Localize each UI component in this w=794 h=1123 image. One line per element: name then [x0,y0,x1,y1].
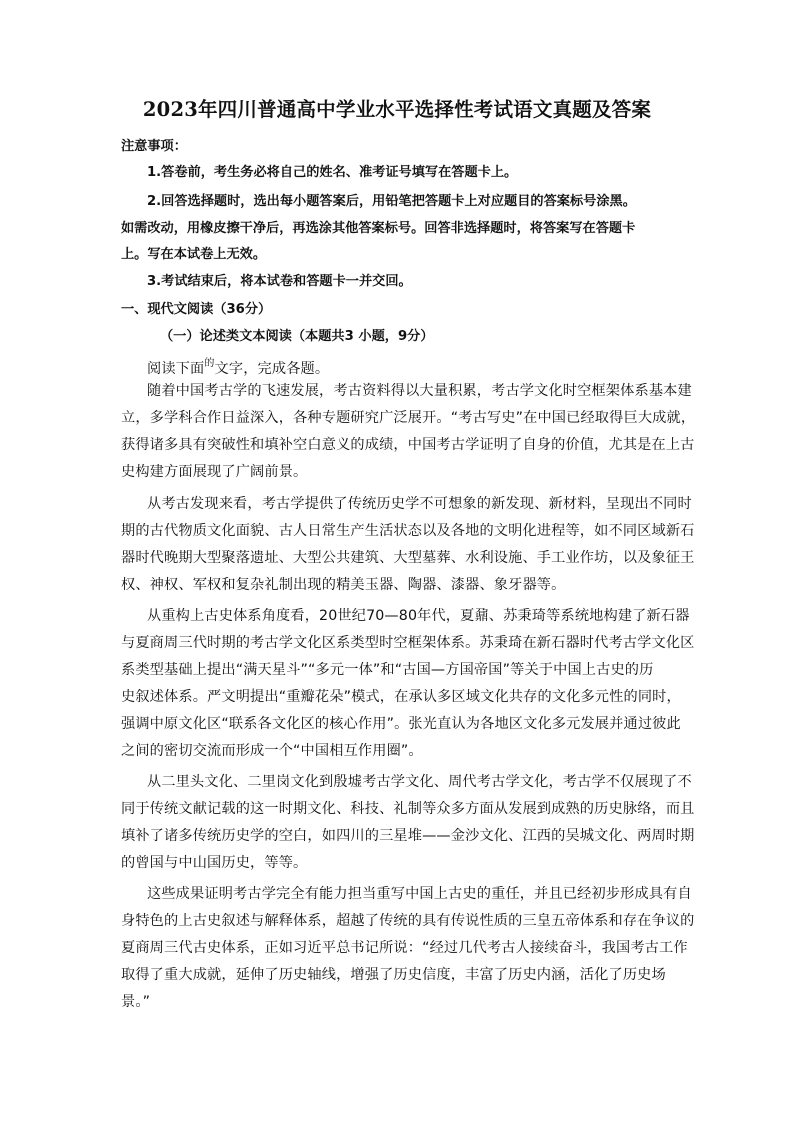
paragraph-line: 的曾国与中山国历史，等等。 [121,855,308,871]
paragraph-line: 权、神权、军权和复杂礼制出现的精美玉器、陶器、漆器、象牙器等。 [121,577,566,593]
paragraph-line: 取得了重大成就，延伸了历史轴线，增强了历史信度，丰富了历史内涵，活化了历史场 [121,967,666,983]
notice-item-2-end: 上。写在本试卷上无效。 [121,247,267,262]
section-heading: 一、现代文阅读（36分） [121,302,272,317]
instruction-line [147,355,329,378]
paragraph-line: 填补了诸多传统历史学的空白，如四川的三星堆——金沙文化、江西的吴城文化、两周时期 [121,828,695,844]
paragraph-line: 景。” [121,994,151,1010]
paragraph-line: 从二里头文化、二里岗文化到殷墟考古学文化、周代考古学文化，考古学不仅展现了不 [147,774,692,790]
notice-item-2: 2.回答选择题时，选出每小题答案后，用铅笔把答题卡上对应题目的答案标号涂黑。 [147,194,636,209]
page-title: 2023年四川普通高中学业水平选择性考试语文真题及答案 [142,98,652,121]
paragraph-line: 随着中国考古学的飞速发展，考古资料得以大量积累，考古学文化时空框架体系基本建 [147,383,692,399]
instruction-text-b: 文字，完成各题。 [214,361,330,377]
notice-item-1: 1.答卷前，考生务必将自己的姓名、准考证号填写在答题卡上。 [147,165,518,180]
paragraph-line: 从重构上古史体系角度看，20世纪70—80年代，夏鼐、苏秉琦等系统地构建了新石器 [147,608,690,624]
notice-item-2-cont: 如需改动，用橡皮擦干净后，再选涂其他答案标号。回答非选择题时，将答案写在答题卡 [121,221,636,236]
paragraph-line: 夏商周三代古史体系，正如习近平总书记所说：“经过几代考古人接续奋斗，我国考古工作 [121,940,688,956]
paragraph-line: 同于传统文献记载的这一时期文化、科技、礼制等众多方面从发展到成熟的历史脉络，而且 [121,801,695,817]
paragraph-line: 史构建方面展现了广阔前景。 [121,464,308,480]
paragraph-line: 这些成果证明考古学完全有能力担当重写中国上古史的重任，并且已经初步形成具有自 [147,886,692,902]
paragraph-line: 器时代晚期大型聚落遗址、大型公共建筑、大型墓葬、水利设施、手工业作坊，以及象征王 [121,550,695,566]
paragraph-line: 期的古代物质文化面貌、古人日常生产生活状态以及各地的文明化进程等，如不同区域新石 [121,523,695,539]
paragraph-line: 从考古发现来看，考古学提供了传统历史学不可想象的新发现、新材料，呈现出不同时 [147,496,692,512]
paragraph-line: 史叙述体系。严文明提出“重瓣花朵”模式，在承认多区域文化共存的文化多元性的同时， [121,689,681,705]
paragraph-line: 系类型基础上提出“满天星斗”“多元一体”和“古国—方国帝国”等关于中国上古史的历 [121,662,654,678]
subsection-heading: （一）论述类文本阅读（本题共3 小题，9分） [160,329,434,344]
paragraph-line: 强调中原文化区“联系各文化区的核心作用”。张光直认为各地区文化多元发展并通过彼此 [121,716,681,732]
paragraph-line: 与夏商周三代时期的考古学文化区系类型时空框架体系。苏秉琦在新石器时代考古学文化区 [121,635,695,651]
notice-heading: 注意事项： [121,139,187,154]
notice-item-3: 3.考试结束后，将本试卷和答题卡一并交回。 [147,274,412,289]
instruction-superscript: 的 [204,358,215,369]
paragraph-line: 获得诸多具有突破性和填补空白意义的成绩，中国考古学证明了自身的价值，尤其是在上古 [121,437,695,453]
paragraph-line: 身特色的上古史叙述与解释体系，超越了传统的具有传说性质的三皇五帝体系和存在争议的 [121,913,695,929]
paragraph-line: 立，多学科合作日益深入，各种专题研究广泛展开。“考古写史”在中国已经取得巨大成就， [121,410,696,426]
paragraph-line: 之间的密切交流而形成一个“中国相互作用圈”。 [121,743,423,759]
instruction-text-a: 阅读下面 [147,361,205,377]
